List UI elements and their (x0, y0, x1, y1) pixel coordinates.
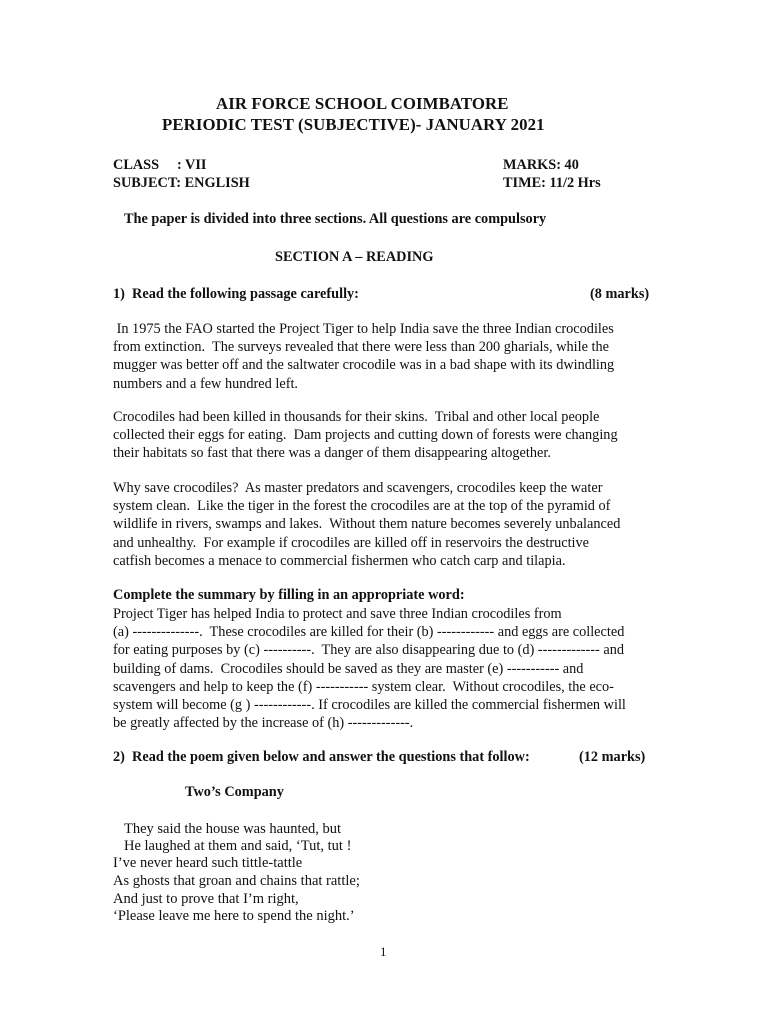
question-2-label: 2) Read the poem given below and answer the questions that follow: (113, 749, 530, 765)
poem-line: They said the house was haunted, but (124, 821, 342, 837)
question-1-label: 1) Read the following passage carefully: (113, 286, 359, 302)
passage-paragraph-1: In 1975 the FAO started the Project Tiger to help India save the three Indian crocodiles from extinction. The surveys revealed that there were less than 200 gharials, while the mugger was better off and the saltwater crocodile was in a bad shape with its dwindling numbers and a few hundred left. (113, 321, 615, 392)
section-a-heading: SECTION A – READING (275, 249, 434, 265)
school-name: AIR FORCE SCHOOL COIMBATORE (216, 94, 509, 113)
marks-info: MARKS: 40 (503, 157, 579, 173)
subject-info: SUBJECT: ENGLISH (113, 175, 250, 191)
question-1-marks: (8 marks) (590, 286, 650, 302)
page-number: 1 (380, 944, 387, 959)
time-info: TIME: 11/2 Hrs (503, 175, 601, 191)
poem-line: He laughed at them and said, ‘Tut, tut ! (124, 838, 352, 854)
summary-text: Project Tiger has helped India to protect and save three Indian crocodiles from (a) --------------. These crocodiles are killed for their (b) ------------ and eggs are collected for eating purposes by (c) ----------. They are also disappearing due to (d) ------------- and building of dams. Crocodiles should be saved as they are master (e) ----------- and scavengers and help to keep the (f) ----------- system clear. Without crocodiles, the eco- system will become (g ) ------------. If crocodiles are killed the commercial fishermen will be greatly affected by the increase of (h) -------------. (113, 606, 626, 732)
poem-line: And just to prove that I’m right, (113, 891, 299, 907)
instructions: The paper is divided into three sections. All questions are compulsory (124, 211, 547, 227)
summary-heading: Complete the summary by filling in an appropriate word: (113, 587, 465, 603)
test-title: PERIODIC TEST (SUBJECTIVE)- JANUARY 2021 (162, 115, 545, 134)
poem-line: ‘Please leave me here to spend the night.’ (113, 908, 355, 924)
passage-paragraph-2: Crocodiles had been killed in thousands for their skins. Tribal and other local people collected their eggs for eating. Dam projects and cutting down of forests were changing their habitats so fast that there was a danger of them disappearing altogether. (113, 409, 618, 462)
poem-line: As ghosts that groan and chains that rattle; (113, 873, 360, 889)
passage-paragraph-3: Why save crocodiles? As master predators and scavengers, crocodiles keep the water system clean. Like the tiger in the forest the crocodiles are at the top of the pyramid of wildlife in rivers, swamps and lakes. Without them nature becomes severely unbalanced and unhealthy. For example if crocodiles are killed off in reservoirs the destructive catfish becomes a menace to commercial fishermen who catch carp and tilapia. (113, 480, 621, 569)
poem-line: I’ve never heard such tittle-tattle (113, 855, 303, 871)
poem-title: Two’s Company (185, 784, 284, 800)
question-2-marks: (12 marks) (579, 749, 646, 765)
class-info: CLASS : VII (113, 157, 207, 173)
